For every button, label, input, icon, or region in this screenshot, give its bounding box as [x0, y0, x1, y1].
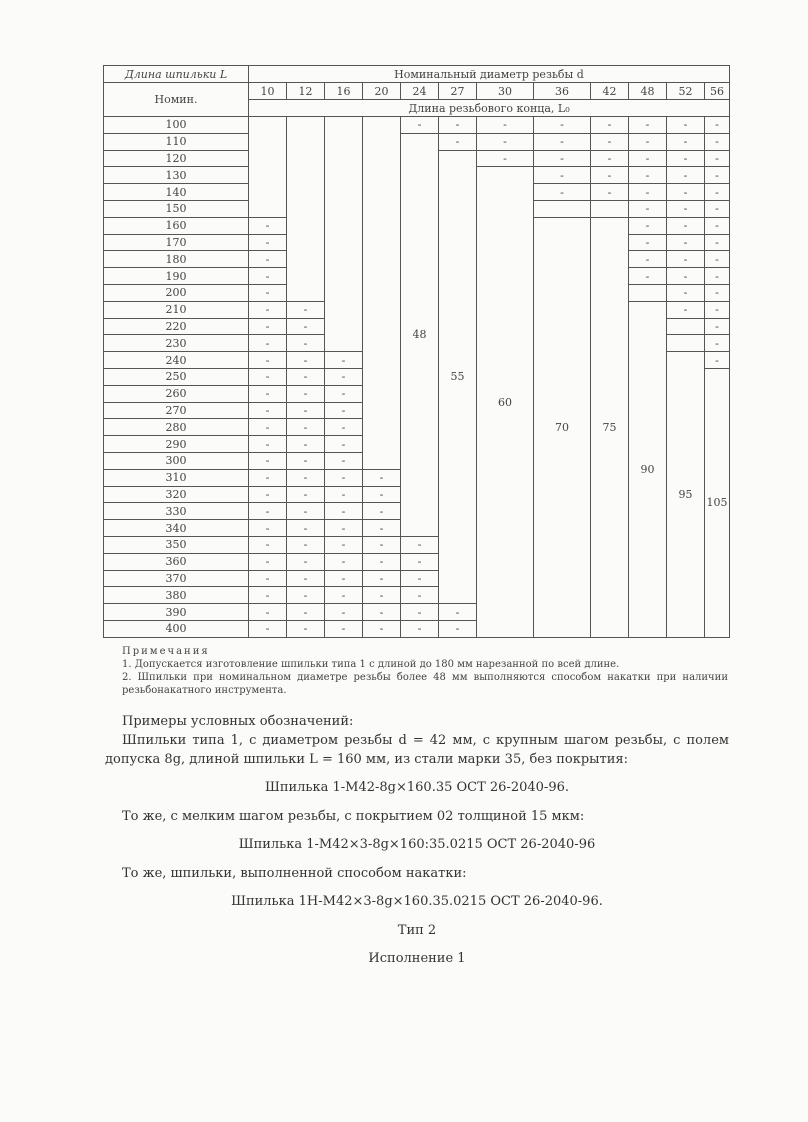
- dash-cell: -: [325, 536, 363, 553]
- dash-cell: -: [534, 117, 591, 134]
- thread-length-block-48: 90: [629, 301, 667, 637]
- dash-cell: -: [325, 587, 363, 604]
- length-150: 150: [104, 200, 249, 217]
- dash-cell: -: [401, 620, 439, 637]
- dash-cell: -: [325, 436, 363, 453]
- dash-cell: -: [249, 419, 287, 436]
- dash-cell: -: [629, 251, 667, 268]
- length-240: 240: [104, 352, 249, 369]
- dash-cell: -: [591, 150, 629, 167]
- dash-cell: -: [705, 251, 730, 268]
- dash-cell: -: [363, 536, 401, 553]
- examples-heading: Примеры условных обозначений:: [122, 714, 354, 729]
- dash-cell: -: [439, 620, 477, 637]
- dash-cell: -: [287, 318, 325, 335]
- length-400: 400: [104, 620, 249, 637]
- dash-cell: -: [287, 469, 325, 486]
- dash-cell: -: [401, 604, 439, 621]
- dash-cell: -: [287, 402, 325, 419]
- dash-cell: -: [287, 587, 325, 604]
- thread-length-block-30: 60: [477, 167, 534, 637]
- dash-cell: -: [249, 587, 287, 604]
- dash-cell: -: [249, 335, 287, 352]
- dash-cell: -: [705, 217, 730, 234]
- dash-cell: -: [287, 385, 325, 402]
- diameter-20: 20: [363, 83, 401, 100]
- dash-cell: [534, 200, 591, 217]
- dash-cell: -: [287, 486, 325, 503]
- thread-length-block-12: [287, 117, 325, 302]
- thread-length-block-27: 55: [439, 150, 477, 604]
- length-210: 210: [104, 301, 249, 318]
- dash-cell: -: [667, 117, 705, 134]
- dash-cell: -: [287, 352, 325, 369]
- dash-cell: -: [401, 536, 439, 553]
- dash-cell: -: [629, 150, 667, 167]
- diameter-header: Номинальный диаметр резьбы d: [249, 66, 730, 83]
- thread-length-block-42: 75: [591, 217, 629, 637]
- dash-cell: -: [667, 301, 705, 318]
- dash-cell: -: [363, 604, 401, 621]
- dash-cell: -: [325, 419, 363, 436]
- dash-cell: -: [249, 268, 287, 285]
- dash-cell: -: [667, 150, 705, 167]
- length-170: 170: [104, 234, 249, 251]
- diameter-56: 56: [705, 83, 730, 100]
- thread-length-block-24: 48: [401, 133, 439, 536]
- dash-cell: -: [667, 200, 705, 217]
- dash-cell: -: [439, 117, 477, 134]
- thread-length-block-36: 70: [534, 217, 591, 637]
- length-230: 230: [104, 335, 249, 352]
- dash-cell: -: [249, 536, 287, 553]
- length-320: 320: [104, 486, 249, 503]
- dash-cell: -: [591, 117, 629, 134]
- dash-cell: -: [249, 436, 287, 453]
- thread-length-block-20: [363, 117, 401, 470]
- length-370: 370: [104, 570, 249, 587]
- length-180: 180: [104, 251, 249, 268]
- length-160: 160: [104, 217, 249, 234]
- diameter-36: 36: [534, 83, 591, 100]
- dash-cell: -: [287, 620, 325, 637]
- dash-cell: -: [629, 217, 667, 234]
- dash-cell: -: [325, 570, 363, 587]
- dash-cell: -: [287, 419, 325, 436]
- dash-cell: -: [629, 133, 667, 150]
- dash-cell: -: [249, 620, 287, 637]
- dash-cell: -: [363, 570, 401, 587]
- dash-cell: -: [249, 553, 287, 570]
- dash-cell: -: [287, 436, 325, 453]
- dash-cell: -: [401, 570, 439, 587]
- dash-cell: -: [325, 604, 363, 621]
- dash-cell: -: [287, 452, 325, 469]
- dash-cell: -: [249, 503, 287, 520]
- diameter-52: 52: [667, 83, 705, 100]
- dash-cell: -: [534, 150, 591, 167]
- dash-cell: -: [667, 268, 705, 285]
- dash-cell: -: [667, 133, 705, 150]
- dash-cell: -: [325, 469, 363, 486]
- dash-cell: -: [249, 452, 287, 469]
- dash-cell: -: [249, 604, 287, 621]
- diameter-27: 27: [439, 83, 477, 100]
- length-260: 260: [104, 385, 249, 402]
- diameter-16: 16: [325, 83, 363, 100]
- dash-cell: -: [325, 452, 363, 469]
- dash-cell: -: [591, 133, 629, 150]
- thread-length-block-16: [325, 117, 363, 352]
- dash-cell: -: [401, 117, 439, 134]
- note-2: 2. Шпильки при номинальном диаметре резьбы более 48 мм выполняются способом накатки при наличии резьбонакатного инструмента.: [122, 672, 728, 696]
- dash-cell: [591, 200, 629, 217]
- execution-label: Исполнение 1: [368, 951, 466, 966]
- dash-cell: -: [363, 587, 401, 604]
- notes-heading: Примечания: [122, 646, 210, 657]
- dash-cell: -: [705, 301, 730, 318]
- dash-cell: -: [325, 402, 363, 419]
- length-310: 310: [104, 469, 249, 486]
- diameter-48: 48: [629, 83, 667, 100]
- dash-cell: -: [325, 385, 363, 402]
- length-120: 120: [104, 150, 249, 167]
- dash-cell: -: [287, 520, 325, 537]
- dash-cell: -: [629, 200, 667, 217]
- dash-cell: -: [477, 150, 534, 167]
- dash-cell: -: [249, 284, 287, 301]
- examples-section: [105, 712, 729, 968]
- dash-cell: [667, 318, 705, 335]
- length-100: 100: [104, 117, 249, 134]
- dash-cell: -: [249, 402, 287, 419]
- length-190: 190: [104, 268, 249, 285]
- dash-cell: -: [705, 335, 730, 352]
- dash-cell: -: [249, 234, 287, 251]
- length-250: 250: [104, 368, 249, 385]
- length-390: 390: [104, 604, 249, 621]
- dash-cell: -: [591, 167, 629, 184]
- dash-cell: -: [249, 486, 287, 503]
- dash-cell: -: [325, 520, 363, 537]
- dash-cell: -: [591, 184, 629, 201]
- diameter-12: 12: [287, 83, 325, 100]
- length-360: 360: [104, 553, 249, 570]
- diameter-42: 42: [591, 83, 629, 100]
- nominal-header: Номин.: [104, 83, 249, 117]
- dash-cell: -: [667, 284, 705, 301]
- dash-cell: -: [363, 469, 401, 486]
- designation-3: Шпилька 1Н-М42×3-8g×160.35.0215 ОСТ 26-2040-96.: [231, 894, 603, 909]
- dash-cell: -: [667, 251, 705, 268]
- type-label: Тип 2: [397, 923, 437, 938]
- dash-cell: -: [249, 251, 287, 268]
- dash-cell: -: [629, 234, 667, 251]
- dash-cell: -: [287, 604, 325, 621]
- dash-cell: -: [705, 200, 730, 217]
- dash-cell: -: [325, 352, 363, 369]
- length-130: 130: [104, 167, 249, 184]
- example-text-1: Шпильки типа 1, с диаметром резьбы d = 42 мм, с крупным шагом резьбы, с полем допуска 8g, длиной шпильки L = 160 мм, из стали марки 35, без покрытия:: [105, 733, 729, 767]
- notes-section: [122, 645, 728, 697]
- dash-cell: -: [705, 167, 730, 184]
- dash-cell: -: [249, 368, 287, 385]
- dash-cell: -: [287, 503, 325, 520]
- dash-cell: -: [249, 520, 287, 537]
- dash-cell: -: [705, 184, 730, 201]
- designation-2: Шпилька 1-М42×3-8g×160:35.0215 ОСТ 26-2040-96: [238, 837, 596, 852]
- note-1: 1. Допускается изготовление шпильки типа 1 с длиной до 180 мм нарезанной по всей длине.: [122, 659, 620, 670]
- dash-cell: -: [667, 234, 705, 251]
- dash-cell: -: [287, 553, 325, 570]
- dash-cell: -: [287, 335, 325, 352]
- dash-cell: -: [249, 385, 287, 402]
- length-300: 300: [104, 452, 249, 469]
- table-row: [104, 117, 730, 134]
- dash-cell: -: [534, 184, 591, 201]
- length-380: 380: [104, 587, 249, 604]
- designation-1: Шпилька 1-М42-8g×160.35 ОСТ 26-2040-96.: [264, 780, 569, 795]
- stud-length-table: [103, 65, 730, 638]
- length-340: 340: [104, 520, 249, 537]
- length-270: 270: [104, 402, 249, 419]
- length-290: 290: [104, 436, 249, 453]
- dash-cell: -: [249, 301, 287, 318]
- dash-cell: -: [249, 352, 287, 369]
- dash-cell: -: [629, 167, 667, 184]
- dash-cell: -: [287, 368, 325, 385]
- dash-cell: -: [705, 284, 730, 301]
- dash-cell: -: [363, 520, 401, 537]
- dash-cell: -: [325, 503, 363, 520]
- dash-cell: -: [249, 570, 287, 587]
- dash-cell: -: [325, 486, 363, 503]
- dash-cell: -: [249, 217, 287, 234]
- dash-cell: -: [667, 184, 705, 201]
- dash-cell: -: [477, 117, 534, 134]
- dash-cell: -: [705, 234, 730, 251]
- dash-cell: -: [325, 368, 363, 385]
- thread-length-block-10: [249, 117, 287, 218]
- dash-cell: -: [287, 536, 325, 553]
- dash-cell: -: [629, 268, 667, 285]
- length-350: 350: [104, 536, 249, 553]
- diameter-10: 10: [249, 83, 287, 100]
- dash-cell: -: [363, 503, 401, 520]
- dash-cell: -: [534, 133, 591, 150]
- length-280: 280: [104, 419, 249, 436]
- dash-cell: -: [249, 318, 287, 335]
- thread-length-header: Длина резьбового конца, L₀: [249, 100, 730, 117]
- length-220: 220: [104, 318, 249, 335]
- dash-cell: -: [401, 587, 439, 604]
- dash-cell: -: [705, 268, 730, 285]
- dash-cell: -: [325, 553, 363, 570]
- dash-cell: -: [667, 217, 705, 234]
- dash-cell: -: [439, 604, 477, 621]
- dash-cell: -: [534, 167, 591, 184]
- dash-cell: -: [363, 486, 401, 503]
- table-row: [104, 133, 730, 150]
- diameter-30: 30: [477, 83, 534, 100]
- dash-cell: -: [401, 553, 439, 570]
- dash-cell: -: [667, 167, 705, 184]
- dash-cell: -: [477, 133, 534, 150]
- dash-cell: -: [705, 352, 730, 369]
- example-text-2: То же, с мелким шагом резьбы, с покрытием 02 толщиной 15 мкм:: [122, 809, 585, 824]
- dash-cell: -: [363, 553, 401, 570]
- example-text-3: То же, шпильки, выполненной способом накатки:: [122, 866, 467, 881]
- length-330: 330: [104, 503, 249, 520]
- length-200: 200: [104, 284, 249, 301]
- length-140: 140: [104, 184, 249, 201]
- dash-cell: -: [705, 150, 730, 167]
- diameter-24: 24: [401, 83, 439, 100]
- thread-length-block-56: 105: [705, 368, 730, 637]
- dash-cell: -: [363, 620, 401, 637]
- dash-cell: -: [287, 570, 325, 587]
- dash-cell: -: [705, 133, 730, 150]
- dash-cell: -: [629, 117, 667, 134]
- dash-cell: -: [705, 117, 730, 134]
- dash-cell: -: [325, 620, 363, 637]
- dash-cell: -: [629, 184, 667, 201]
- thread-length-block-52: 95: [667, 352, 705, 638]
- length-header: Длина шпильки L: [104, 66, 249, 83]
- dash-cell: -: [249, 469, 287, 486]
- dash-cell: -: [705, 318, 730, 335]
- dash-cell: -: [439, 133, 477, 150]
- dash-cell: -: [287, 301, 325, 318]
- dash-cell: [629, 284, 667, 301]
- length-110: 110: [104, 133, 249, 150]
- dash-cell: [667, 335, 705, 352]
